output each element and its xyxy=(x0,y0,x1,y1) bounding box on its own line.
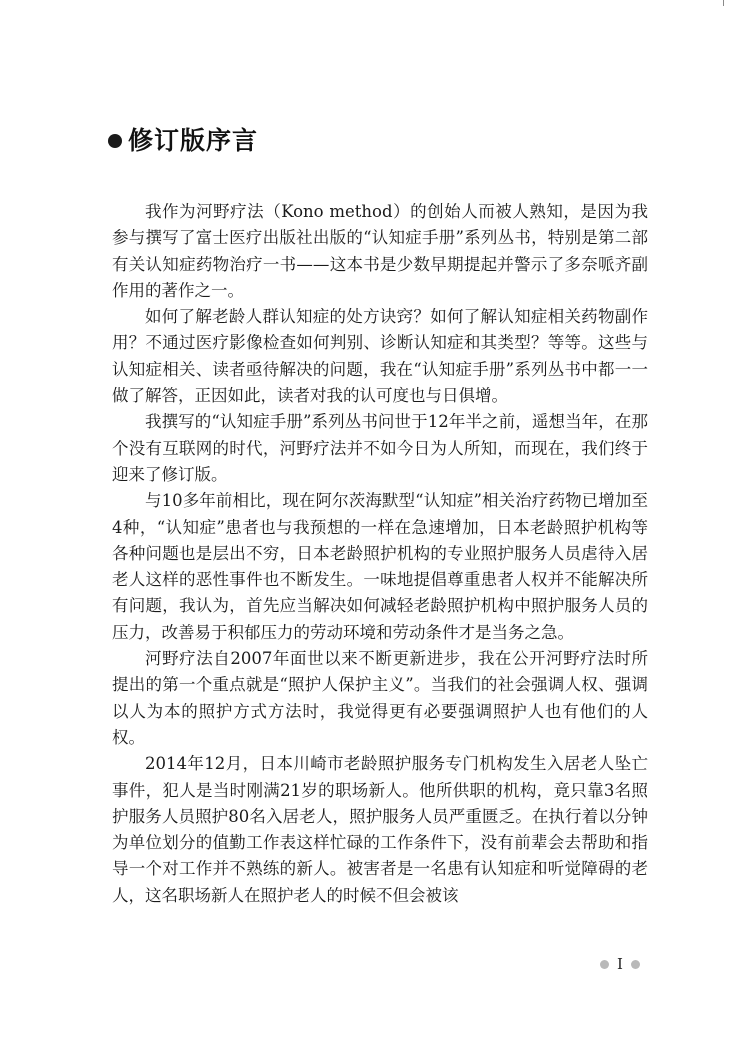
bullet-circle-icon xyxy=(108,134,122,148)
footer-dot-right-icon xyxy=(631,960,640,969)
page-footer xyxy=(590,955,650,973)
paragraph-1: 我作为河野疗法（Kono method）的创始人而被人熟知，是因为我参与撰写了富士医疗出版社出版的“认知症手册”系列丛书，特别是第二部有关认知症药物治疗一书——这本书是少数早期提起并警示了多奈哌齐副作用的著作之一。 xyxy=(112,202,648,300)
paragraph-2: 如何了解老龄人群认知症的处方诀窍？如何了解认知症相关药物副作用？不通过医疗影像检查如何判别、诊断认知症和其类型？等等。这些与认知症相关、读者亟待解决的问题，我在“认知症手册”系列丛书中都一一做了解答，正因如此，读者对我的认可度也与日俱增。 xyxy=(112,307,648,406)
crop-mark xyxy=(723,0,724,6)
paragraph-6: 2014年12月，日本川崎市老龄照护服务专门机构发生入居老人坠亡事件，犯人是当时刚满21岁的职场新人。他所供职的机构，竟只靠3名照护服务人员照护80名入居老人，照护服务人员严重匮乏。在执行着以分钟为单位划分的值勤工作表这样忙碌的工作条件下，没有前辈会去帮助和指导一个对工作并不熟练的新人。被害者是一名患有认知症和听觉障碍的老人，这名职场新人在照护老人的时候不但会被该 xyxy=(112,754,648,905)
page-number: I xyxy=(617,955,623,973)
paragraph-5: 河野疗法自2007年面世以来不断更新进步，我在公开河野疗法时所提出的第一个重点就是“照护人保护主义”。当我们的社会强调人权、强调以人为本的照护方式方法时，我觉得更有必要强调照护人也有他们的人权。 xyxy=(112,649,648,747)
body-text xyxy=(112,199,648,909)
footer-dot-left-icon xyxy=(600,960,609,969)
section-heading xyxy=(108,122,258,160)
paragraph-4: 与10多年前相比，现在阿尔茨海默型“认知症”相关治疗药物已增加至4种，“认知症”患者也与我预想的一样在急速增加，日本老龄照护机构等各种问题也是层出不穷，日本老龄照护机构的专业照护服务人员虐待入居老人这样的恶性事件也不断发生。一味地提倡尊重患者人权并不能解决所有问题，我认为，首先应当解决如何减轻老龄照护机构中照护服务人员的压力，改善易于积郁压力的劳动环境和劳动条件才是当务之急。 xyxy=(112,491,648,642)
paragraph-3: 我撰写的“认知症手册”系列丛书问世于12年半之前，遥想当年，在那个没有互联网的时代，河野疗法并不如今日为人所知，而现在，我们终于迎来了修订版。 xyxy=(112,412,648,484)
page-title: 修订版序言 xyxy=(128,126,259,155)
